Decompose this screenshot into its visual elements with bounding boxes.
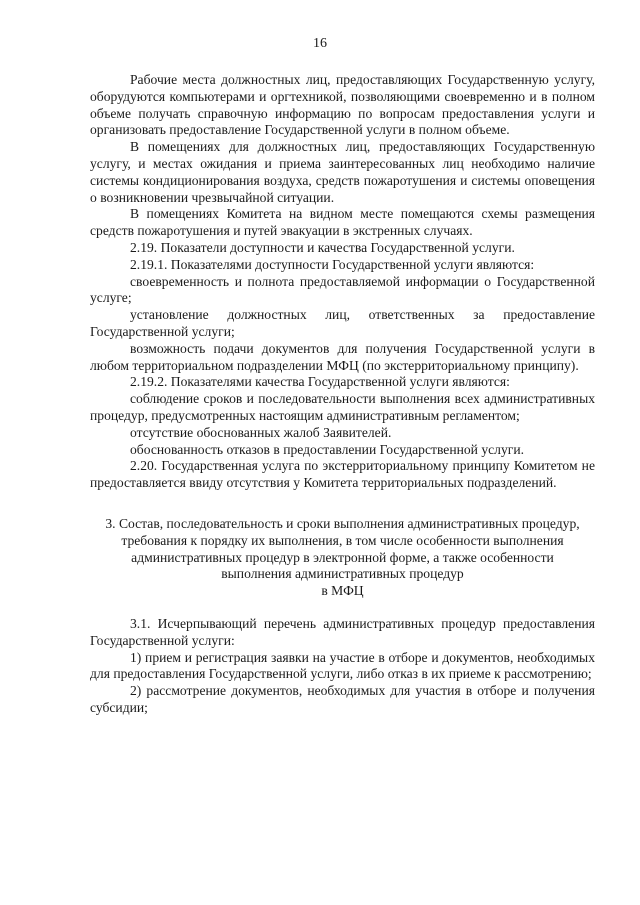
paragraph-3-1: 3.1. Исчерпывающий перечень административных процедур предоставления Государственной услуги: bbox=[90, 615, 595, 648]
section-3-heading-mfc: в МФЦ bbox=[321, 583, 364, 599]
paragraph-no-complaints: отсутствие обоснованных жалоб Заявителей. bbox=[130, 424, 392, 440]
paragraph-mfc-submission: возможность подачи документов для получения Государственной услуги в любом территориальном подразделении МФЦ (по экстерриториальному принципу). bbox=[90, 340, 595, 373]
paragraph-responsible-officials: установление должностных лиц, ответственных за предоставление Государственной услуги; bbox=[90, 307, 595, 339]
paragraph-evacuation: В помещениях Комитета на видном месте помещаются схемы размещения средств пожаротушения и путей эвакуации в экстренных случаях. bbox=[90, 206, 595, 239]
section-3-heading bbox=[90, 516, 595, 600]
paragraph-deadlines: соблюдение сроков и последовательности выполнения всех административных процедур, предусмотренных настоящим административным регламентом; bbox=[90, 391, 595, 423]
page-number: 16 bbox=[313, 36, 327, 51]
paragraph-timeliness: своевременность и полнота предоставляемой информации о Государственной услуге; bbox=[90, 273, 595, 306]
document-body bbox=[90, 72, 595, 717]
paragraph-workplaces: Рабочие места должностных лиц, предоставляющих Государственную услугу, оборудуются компьютерами и оргтехникой, позволяющими своевременно и в полном объеме получать справочную информацию по вопросам предоставления услуги и организовать предоставление Государственной услуги в полном объеме. bbox=[90, 72, 595, 138]
list-item-1: 1) прием и регистрация заявки на участие в отборе и документов, необходимых для предоставления Государственной услуги, либо отказ в их приеме к рассмотрению; bbox=[90, 649, 595, 682]
paragraph-premises: В помещениях для должностных лиц, предоставляющих Государственную услугу, и местах ожидания и приема заинтересованных лиц необходимо наличие системы кондиционирования воздуха, средств пожаротушения и системы оповещения о возникновении чрезвычайной ситуации. bbox=[90, 139, 595, 205]
list-item-2: 2) рассмотрение документов, необходимых для участия в отборе и получения субсидии; bbox=[90, 683, 595, 715]
paragraph-2-19: 2.19. Показатели доступности и качества Государственной услуги. bbox=[130, 239, 515, 255]
paragraph-refusals: обоснованность отказов в предоставлении Государственной услуги. bbox=[130, 441, 524, 457]
paragraph-2-19-2: 2.19.2. Показателями качества Государственной услуги являются: bbox=[130, 374, 510, 390]
section-3-heading-text: 3. Состав, последовательность и сроки выполнения административных процедур, требования к порядку их выполнения, в том числе особенности выполнения административных процедур в электронной форме, а также особенности выполнения административных процедур bbox=[105, 515, 580, 582]
paragraph-2-20: 2.20. Государственная услуга по экстерриториальному принципу Комитетом не предоставляется ввиду отсутствия у Комитета территориальных подразделений. bbox=[90, 458, 595, 491]
paragraph-2-19-1: 2.19.1. Показателями доступности Государственной услуги являются: bbox=[130, 256, 535, 272]
